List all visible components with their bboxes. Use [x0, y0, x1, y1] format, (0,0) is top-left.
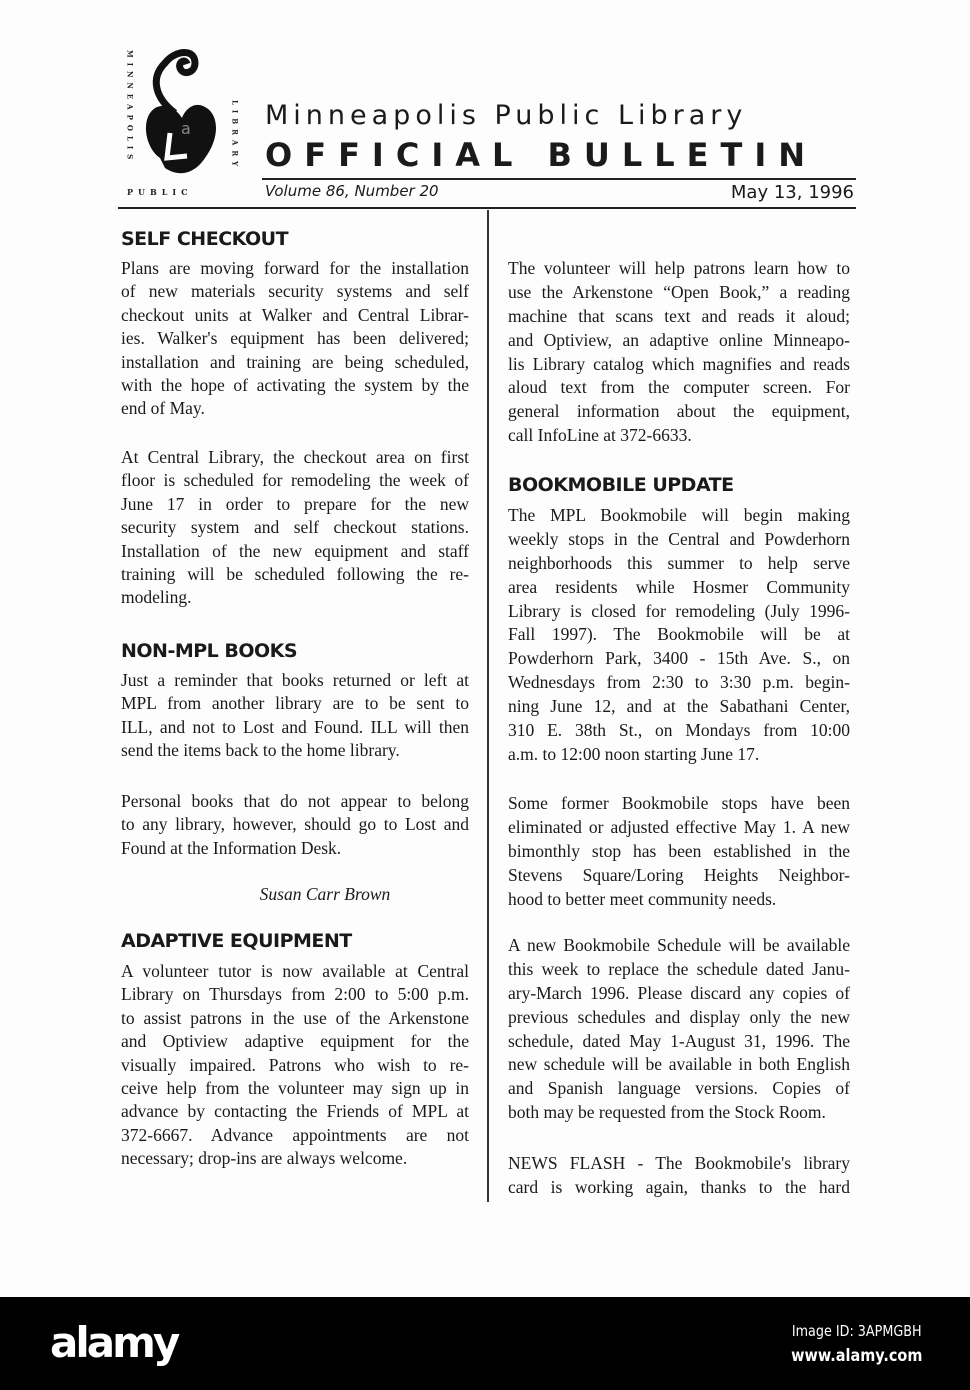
- text-line: advance by contacting the Friends of MPL at: [121, 1101, 469, 1122]
- paragraph: [508, 934, 850, 1125]
- paragraph: [508, 1152, 850, 1200]
- text-line: A new Bookmobile Schedule will be available: [508, 935, 850, 955]
- text-line: Found at the Information Desk.: [121, 837, 342, 858]
- issue-date: May 13, 1996: [730, 182, 854, 203]
- paragraph: [121, 257, 469, 421]
- paragraph: [508, 504, 850, 767]
- text-line: ceive help from the volunteer may sign up in: [121, 1077, 469, 1098]
- text-line: with the hope of activating the system by the: [121, 374, 469, 395]
- text-line: weekly stops in the Central and Powderhorn: [508, 528, 850, 549]
- text-line: Just a reminder that books returned or left at: [121, 670, 469, 690]
- section-heading: NON-MPL BOOKS: [121, 640, 298, 662]
- text-line: call InfoLine at 372-6633.: [508, 425, 692, 446]
- text-line: training will be scheduled following the re-: [121, 563, 469, 584]
- text-line: 310 E. 38th St., on Mondays from 10:00: [508, 720, 850, 741]
- watermark-image-id: Image ID: 3APMGBH: [792, 1322, 922, 1340]
- text-line: machine that scans text and reads it aloud;: [508, 305, 850, 326]
- text-line: Plans are moving forward for the installation: [121, 258, 469, 278]
- text-line: new schedule will be available in both English: [508, 1054, 850, 1075]
- text-line: of new materials security systems and self: [121, 281, 469, 302]
- text-line: bimonthly stop has been established in the: [508, 840, 850, 861]
- svg-text:PUBLIC: PUBLIC: [127, 187, 193, 197]
- text-line: necessary; drop-ins are always welcome.: [121, 1148, 408, 1169]
- library-name: Minneapolis Public Library: [265, 100, 748, 131]
- text-line: ary-March 1996. Please discard any copies of: [508, 982, 850, 1003]
- text-line: installation and training are being scheduled,: [121, 351, 469, 372]
- text-line: Powderhorn Park, 3400 - 15th Ave. S., on: [508, 648, 850, 669]
- section-heading: BOOKMOBILE UPDATE: [508, 474, 734, 496]
- text-line: eliminated or adjusted effective May 1. A new: [508, 816, 850, 837]
- text-line: Wednesdays from 2:30 to 3:30 p.m. begin-: [508, 672, 850, 693]
- author-signature: Susan Carr Brown: [259, 884, 391, 904]
- text-line: MPL from another library are to be sent to: [121, 693, 469, 714]
- paragraph: [121, 790, 469, 860]
- header-rule: [262, 178, 856, 180]
- text-line: modeling.: [121, 587, 192, 608]
- text-line: general information about the equipment,: [508, 401, 850, 422]
- paragraph: [121, 446, 469, 610]
- text-line: At Central Library, the checkout area on first: [121, 447, 469, 467]
- text-line: Stevens Square/Loring Heights Neighbor-: [508, 864, 850, 885]
- paragraph: [508, 257, 850, 448]
- text-line: a.m. to 12:00 noon starting June 17.: [508, 743, 760, 764]
- text-line: June 17 in order to prepare for the new: [121, 493, 469, 514]
- text-line: floor is scheduled for remodeling the week of: [121, 470, 469, 491]
- bulletin-title: OFFICIAL BULLETIN: [265, 136, 818, 174]
- text-line: and Spanish language versions. Copies of: [508, 1078, 850, 1099]
- text-line: both may be requested from the Stock Room.: [508, 1102, 826, 1123]
- text-line: 372-6667. Advance appointments are not: [121, 1124, 469, 1145]
- volume-number: Volume 86, Number 20: [265, 182, 439, 200]
- section-heading: ADAPTIVE EQUIPMENT: [121, 930, 352, 952]
- watermark-logo: alamy: [50, 1318, 178, 1367]
- text-line: schedule, dated May 1-August 31, 1996. The: [508, 1030, 850, 1051]
- text-line: ning June 12, and at the Sabathani Center,: [508, 696, 850, 717]
- text-line: and Optiview, an adaptive online Minneapo-: [508, 329, 850, 350]
- paragraph: [121, 960, 469, 1171]
- text-line: hood to better meet community needs.: [508, 888, 777, 909]
- text-line: lis Library catalog which magnifies and reads: [508, 353, 850, 374]
- text-line: ILL, and not to Lost and Found. ILL will then: [121, 716, 469, 737]
- text-line: A volunteer tutor is now available at Central: [121, 961, 469, 981]
- text-line: to assist patrons in the use of the Arkenstone: [121, 1007, 469, 1028]
- text-line: Personal books that do not appear to belong: [121, 791, 469, 811]
- text-line: area residents while Hosmer Community: [508, 576, 850, 597]
- text-line: The MPL Bookmobile will begin making: [508, 505, 850, 525]
- paragraph: [121, 669, 469, 763]
- text-line: end of May.: [121, 398, 205, 419]
- svg-text:LIBRARY: LIBRARY: [230, 100, 240, 171]
- text-line: checkout units at Walker and Central Librar-: [121, 304, 469, 325]
- text-line: Some former Bookmobile stops have been: [508, 793, 850, 813]
- section-heading: SELF CHECKOUT: [121, 228, 289, 250]
- text-line: to any library, however, should go to Lost and: [121, 814, 469, 835]
- text-line: neighborhoods this summer to help serve: [508, 552, 850, 573]
- text-line: this week to replace the schedule dated Janu-: [508, 958, 850, 979]
- svg-text:a: a: [181, 119, 191, 138]
- text-line: Installation of the new equipment and staff: [121, 540, 469, 561]
- watermark-url: www.alamy.com: [790, 1346, 922, 1366]
- text-line: visually impaired. Patrons who wish to re-: [121, 1054, 469, 1075]
- paragraph: [508, 792, 850, 911]
- text-line: ies. Walker's equipment has been delivered;: [121, 328, 469, 349]
- column-divider: [487, 210, 489, 1202]
- library-logo: [125, 38, 240, 198]
- svg-text:MINNEAPOLIS: MINNEAPOLIS: [125, 50, 135, 165]
- text-line: Fall 1997). The Bookmobile will be at: [508, 624, 850, 645]
- text-line: use the Arkenstone “Open Book,” a reading: [508, 281, 850, 302]
- text-line: NEWS FLASH - The Bookmobile's library: [508, 1153, 850, 1173]
- text-line: card is working again, thanks to the hard: [508, 1176, 850, 1197]
- text-line: previous schedules and display only the new: [508, 1006, 850, 1027]
- text-line: aloud text from the computer screen. For: [508, 377, 850, 398]
- text-line: send the items back to the home library.: [121, 740, 400, 761]
- text-line: and Optiview adaptive equipment for the: [121, 1031, 469, 1052]
- text-line: The volunteer will help patrons learn how to: [508, 258, 850, 278]
- header-bottom-rule: [118, 207, 856, 209]
- text-line: security system and self checkout stations.: [121, 517, 469, 538]
- text-line: Library is closed for remodeling (July 1996-: [508, 600, 850, 621]
- text-line: Library on Thursdays from 2:00 to 5:00 p.m.: [121, 984, 469, 1005]
